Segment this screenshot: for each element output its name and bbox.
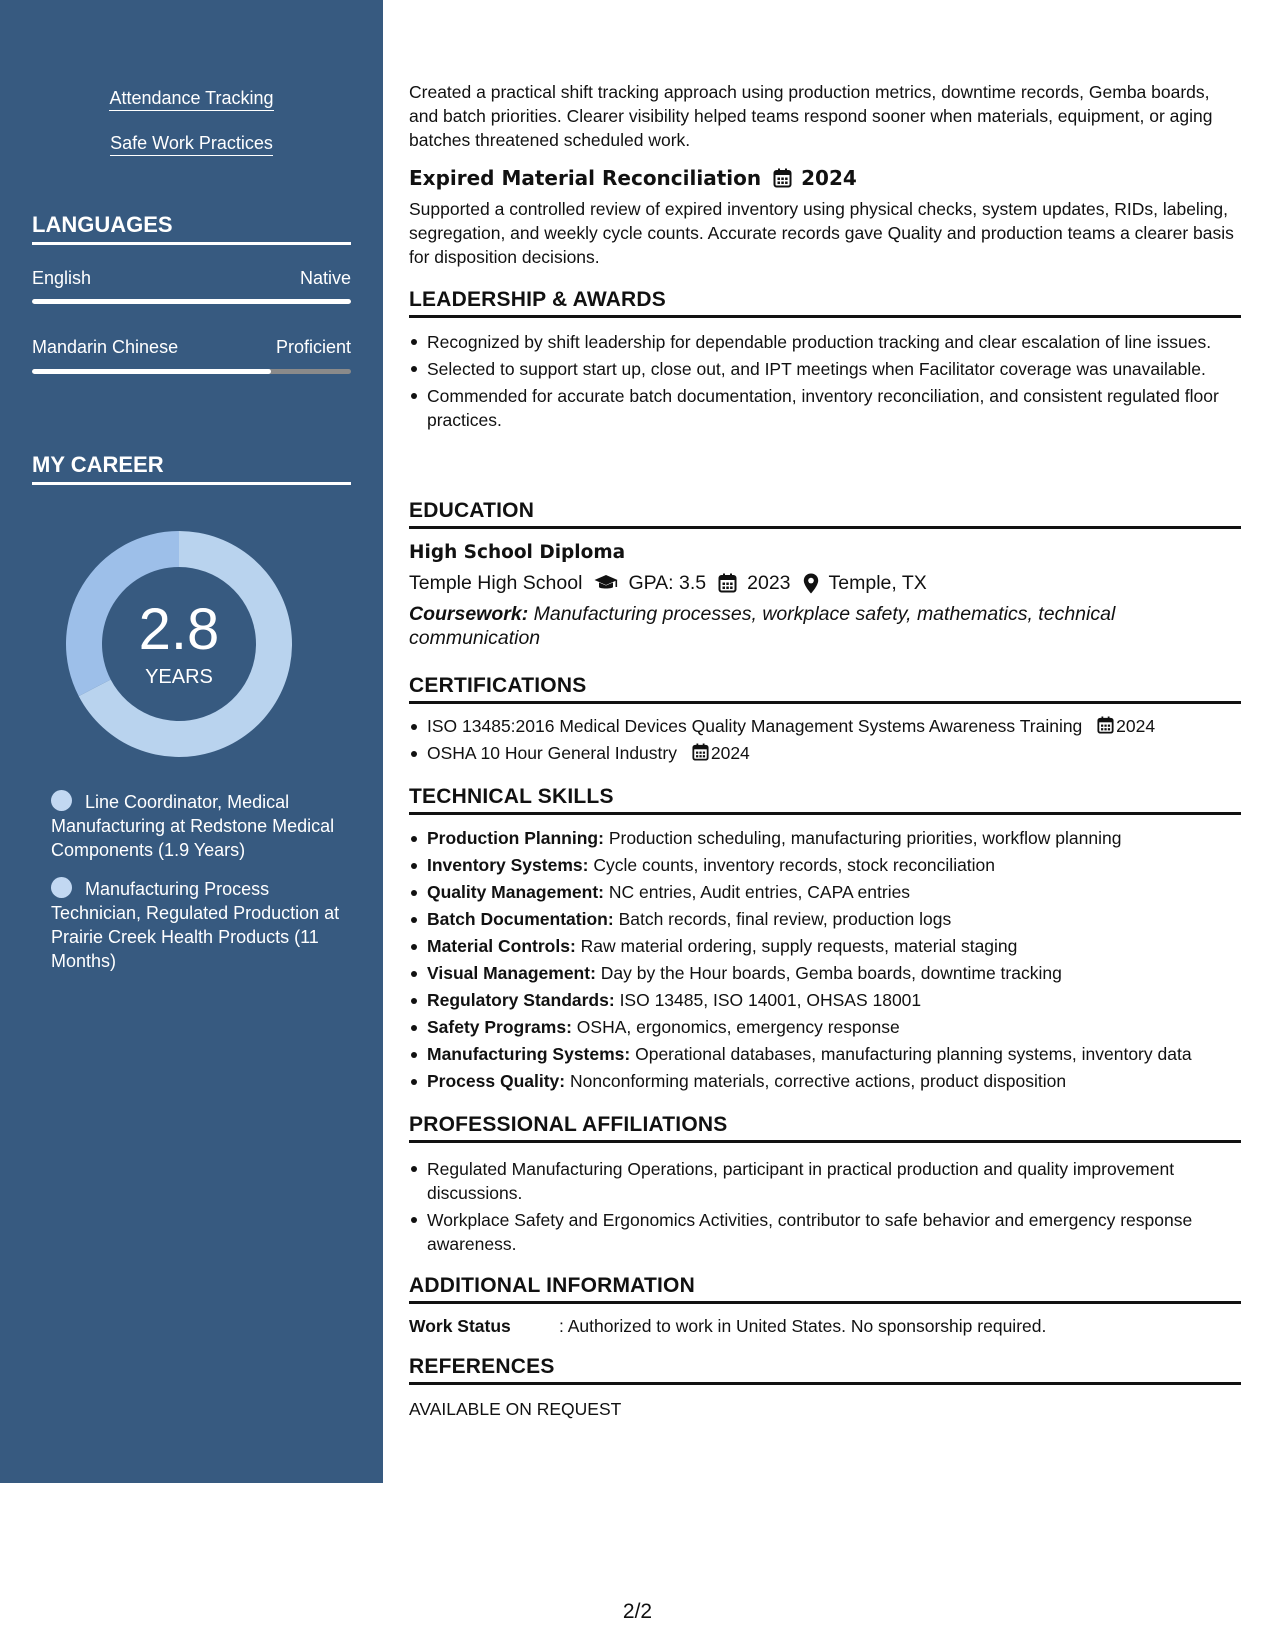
skill-item (409, 933, 1241, 960)
education-details (409, 571, 1241, 595)
affiliations-list (409, 1157, 1241, 1256)
calendar-icon (773, 168, 792, 188)
list-item: Recognized by shift leadership for dependable production tracking and clear escalation of line issues. (409, 330, 1241, 354)
career-item-text: Manufacturing Process Technician, Regulated Production at Prairie Creek Health Products (11 Months) (51, 879, 340, 971)
leadership-list (409, 330, 1241, 432)
education-degree: High School Diploma (409, 542, 626, 563)
skill-text: Production scheduling, manufacturing priorities, workflow planning (608, 828, 1122, 848)
language-row (32, 268, 351, 289)
skill-label: Inventory Systems: (427, 855, 589, 875)
skill-item (409, 825, 1241, 852)
project-title: Expired Material Reconciliation (409, 166, 762, 190)
certification-year: 2024 (710, 743, 750, 763)
skill-label: Batch Documentation: (427, 909, 614, 929)
language-proficiency-bar (32, 299, 351, 304)
calendar-icon (1097, 716, 1114, 734)
skill-item (409, 1014, 1241, 1041)
career-years-value: 2.8 (138, 597, 220, 662)
skill-label: Process Quality: (427, 1071, 566, 1091)
skill-text: OSHA, ergonomics, emergency response (576, 1017, 900, 1037)
certifications-list (409, 713, 1241, 767)
career-item (51, 877, 341, 973)
references-text: AVAILABLE ON REQUEST (409, 1399, 622, 1419)
education-year: 2023 (747, 572, 791, 594)
project-title-row (409, 166, 1241, 190)
link-label[interactable]: Safe Work Practices (110, 133, 273, 156)
sidebar (0, 0, 383, 1483)
leadership-heading: LEADERSHIP & AWARDS (409, 288, 1241, 318)
list-item: Regulated Manufacturing Operations, participant in practical production and quality improvement discussions. (409, 1157, 1241, 1205)
work-status-label: Work Status (409, 1316, 511, 1336)
language-proficiency-fill (32, 369, 271, 374)
skill-label: Regulatory Standards: (427, 990, 615, 1010)
work-status-row (409, 1314, 1241, 1338)
skill-label: Production Planning: (427, 828, 604, 848)
certifications-heading: CERTIFICATIONS (409, 674, 1241, 704)
additional-info-heading: ADDITIONAL INFORMATION (409, 1274, 1241, 1304)
list-item: Workplace Safety and Ergonomics Activities, contributor to safe behavior and emergency response awareness. (409, 1208, 1241, 1256)
certification-name: OSHA 10 Hour General Industry (427, 743, 677, 763)
bullet-dot-icon (51, 790, 72, 811)
language-level: Native (299, 268, 351, 288)
work-status-value: : Authorized to work in United States. No sponsorship required. (559, 1316, 1047, 1336)
certification-item (409, 740, 1241, 767)
language-level: Proficient (275, 337, 351, 357)
career-item-text: Line Coordinator, Medical Manufacturing at Redstone Medical Components (1.9 Years) (51, 792, 335, 860)
link-safe-work-practices[interactable] (0, 133, 383, 154)
language-proficiency-bar (32, 369, 351, 374)
intro-paragraph: Created a practical shift tracking approach using production metrics, downtime records, Gemba boards, and batch priorities. Clearer visibility helped teams respond sooner when materials, equipment, or aging batches threatened scheduled work. (409, 82, 1213, 150)
career-heading: MY CAREER (32, 452, 351, 485)
page-number: 2/2 (622, 1600, 653, 1623)
career-years-label: YEARS (145, 666, 213, 688)
skill-label: Visual Management: (427, 963, 596, 983)
skill-text: Day by the Hour boards, Gemba boards, downtime tracking (600, 963, 1062, 983)
link-attendance-tracking[interactable] (0, 88, 383, 109)
coursework-label: Coursework: (409, 603, 529, 625)
bullet-dot-icon (51, 877, 72, 898)
languages-heading: LANGUAGES (32, 212, 351, 245)
project-description: Supported a controlled review of expired inventory using physical checks, system updates, RIDs, labeling, segregation, and weekly cycle counts. Accurate records gave Quality and production teams a clearer basis for disposition decisions. (409, 199, 1234, 267)
calendar-icon (692, 743, 709, 761)
skill-item (409, 1041, 1241, 1068)
skill-text: Operational databases, manufacturing planning systems, inventory data (635, 1044, 1192, 1064)
skill-text: Cycle counts, inventory records, stock reconciliation (593, 855, 996, 875)
career-donut-chart (66, 531, 292, 757)
language-row (32, 337, 351, 358)
project-year: 2024 (801, 166, 857, 190)
skill-text: ISO 13485, ISO 14001, OHSAS 18001 (619, 990, 922, 1010)
skill-item (409, 852, 1241, 879)
graduation-cap-icon (594, 574, 618, 592)
language-proficiency-fill (32, 299, 351, 304)
skills-list (409, 825, 1241, 1095)
skill-item (409, 960, 1241, 987)
link-label[interactable]: Attendance Tracking (109, 88, 273, 111)
list-item: Selected to support start up, close out, and IPT meetings when Facilitator coverage was unavailable. (409, 357, 1241, 381)
education-coursework (409, 602, 1241, 650)
coursework-text: Manufacturing processes, workplace safety, mathematics, technical communication (409, 603, 1116, 649)
skill-text: Nonconforming materials, corrective actions, product disposition (570, 1071, 1067, 1091)
skill-text: Batch records, final review, production logs (618, 909, 952, 929)
list-item: Commended for accurate batch documentation, inventory reconciliation, and consistent regulated floor practices. (409, 384, 1241, 432)
skill-item (409, 879, 1241, 906)
certification-year: 2024 (1116, 716, 1156, 736)
skill-label: Material Controls: (427, 936, 576, 956)
education-location: Temple, TX (828, 572, 927, 594)
skill-label: Manufacturing Systems: (427, 1044, 631, 1064)
skill-item (409, 1068, 1241, 1095)
location-pin-icon (803, 573, 819, 594)
certification-name: ISO 13485:2016 Medical Devices Quality Management Systems Awareness Training (427, 716, 1083, 736)
skill-text: Raw material ordering, supply requests, material staging (580, 936, 1018, 956)
certification-item (409, 713, 1241, 740)
calendar-icon (718, 573, 737, 593)
language-name: English (32, 268, 92, 288)
education-heading: EDUCATION (409, 499, 1241, 529)
skill-label: Quality Management: (427, 882, 604, 902)
skill-label: Safety Programs: (427, 1017, 572, 1037)
education-gpa: GPA: 3.5 (628, 572, 707, 594)
education-school: Temple High School (409, 572, 583, 594)
skills-heading: TECHNICAL SKILLS (409, 785, 1241, 815)
career-item (51, 790, 341, 862)
language-name: Mandarin Chinese (32, 337, 179, 357)
skill-item (409, 906, 1241, 933)
references-heading: REFERENCES (409, 1355, 1241, 1385)
skill-text: NC entries, Audit entries, CAPA entries (608, 882, 911, 902)
skill-item (409, 987, 1241, 1014)
affiliations-heading: PROFESSIONAL AFFILIATIONS (409, 1113, 1241, 1143)
